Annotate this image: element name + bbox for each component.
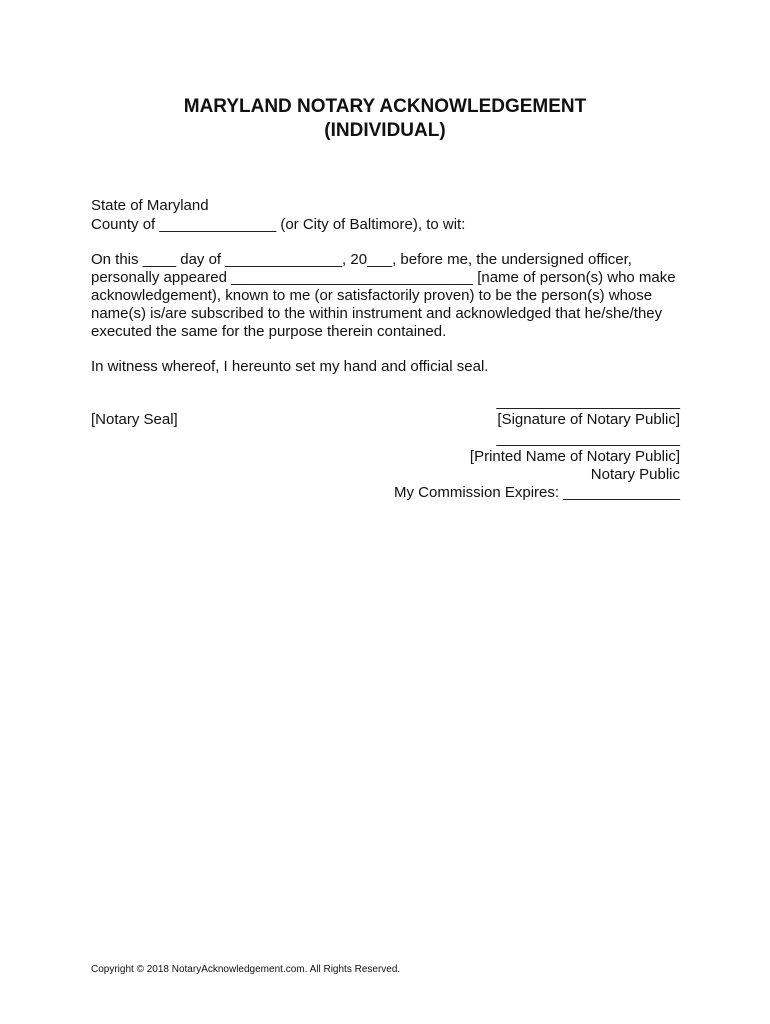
copyright-footer: Copyright © 2018 NotaryAcknowledgement.com. All Rights Reserved.	[91, 964, 401, 975]
body-line-1: On this ____ day of ______________, 20___, before me, the undersigned officer,	[91, 251, 632, 268]
signature-label: [Signature of Notary Public]	[497, 411, 680, 428]
printed-name-line: ______________________	[496, 430, 680, 447]
commission-expires: My Commission Expires: ______________	[394, 484, 680, 501]
printed-name-label: [Printed Name of Notary Public]	[469, 448, 680, 465]
document-title: MARYLAND NOTARY ACKNOWLEDGEMENT	[183, 96, 587, 117]
state-line: State of Maryland	[91, 197, 209, 214]
body-line-4: name(s) is/are subscribed to the within instrument and acknowledged that he/she/they	[91, 305, 663, 322]
signature-line: ______________________	[496, 393, 680, 410]
body-line-5: executed the same for the purpose therein contained.	[91, 323, 447, 340]
witness-statement: In witness whereof, I hereunto set my hand and official seal.	[91, 358, 489, 375]
notary-seal-label: [Notary Seal]	[91, 411, 178, 428]
notary-public-label: Notary Public	[590, 466, 680, 483]
body-line-3: acknowledgement), known to me (or satisfactorily proven) to be the person(s) whose	[91, 287, 653, 304]
county-line: County of ______________ (or City of Baltimore), to wit:	[91, 216, 466, 233]
body-line-2: personally appeared _____________________________ [name of person(s) who make	[91, 269, 676, 286]
document-subtitle: (INDIVIDUAL)	[324, 120, 446, 141]
